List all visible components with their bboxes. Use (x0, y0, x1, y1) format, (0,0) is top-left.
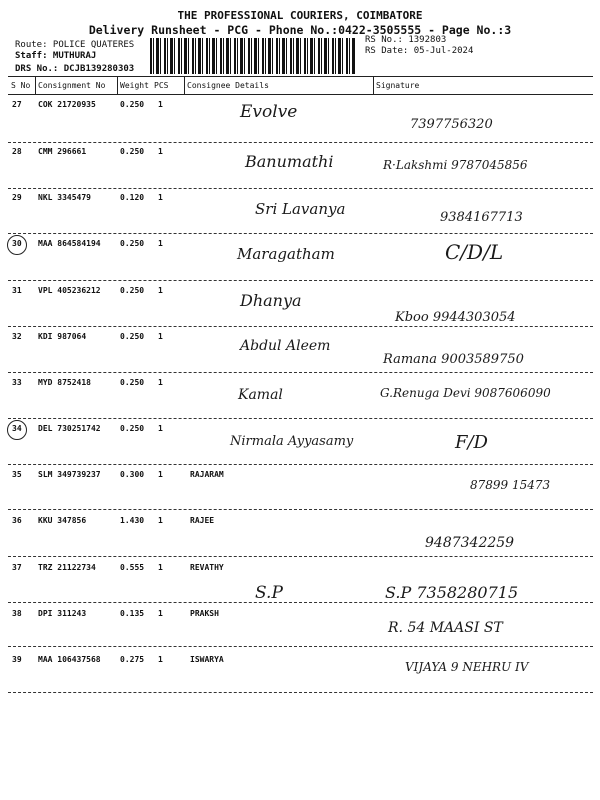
row-weight: 0.300 (120, 470, 145, 479)
signature-scrawl: S.P 7358280715 (385, 583, 519, 602)
rs-date: RS Date: 05-Jul-2024 (365, 46, 474, 56)
row-separator (8, 233, 593, 234)
signature-scrawl: Ramana 9003589750 (383, 352, 524, 367)
col-header-weight: Weight (120, 81, 149, 90)
row-separator (8, 646, 593, 647)
consignee-handwritten: Banumathi (245, 152, 334, 171)
row-consignment: MAA 106437568 (38, 655, 101, 664)
drs-number: DRS No.: DCJB139280303 (15, 64, 135, 74)
row-sno: 27 (12, 100, 22, 109)
signature-scrawl: 7397756320 (410, 117, 493, 132)
consignee-handwritten: Sri Lavanya (255, 200, 346, 218)
row-consignment: NKL 3345479 (38, 193, 91, 202)
column-divider (117, 77, 118, 95)
row-separator (8, 142, 593, 143)
row-consignment: CMM 296661 (38, 147, 87, 156)
header-bottom-rule (8, 94, 593, 95)
row-separator (8, 464, 593, 465)
row-pcs: 1 (158, 239, 163, 248)
route-label: Route: POLICE QUATERES (15, 40, 135, 50)
row-weight: 0.250 (120, 378, 145, 387)
row-sno: 39 (12, 655, 22, 664)
row-consignee-printed: PRAKSH (190, 609, 219, 618)
col-header-consignment: Consignment No (38, 81, 106, 90)
row-separator (8, 418, 593, 419)
row-consignee-printed: RAJARAM (190, 470, 224, 479)
row-pcs: 1 (158, 609, 163, 618)
consignee-handwritten: Nirmala Ayyasamy (230, 434, 354, 449)
consignee-handwritten: Kamal (238, 387, 283, 403)
row-weight: 0.250 (120, 100, 145, 109)
signature-scrawl: 9384167713 (440, 210, 523, 225)
row-sno: 33 (12, 378, 22, 387)
col-header-pcs: PCS (154, 81, 169, 90)
row-pcs: 1 (158, 100, 163, 109)
row-separator (8, 188, 593, 189)
header-top-rule (8, 76, 593, 77)
row-consignment: SLM 349739237 (38, 470, 101, 479)
row-pcs: 1 (158, 516, 163, 525)
consignee-handwritten: Dhanya (240, 291, 302, 310)
consignee-handwritten: Evolve (240, 102, 298, 122)
column-divider (184, 77, 185, 95)
row-sno: 29 (12, 193, 22, 202)
row-pcs: 1 (158, 193, 163, 202)
row-pcs: 1 (158, 655, 163, 664)
col-header-signature: Signature (376, 81, 420, 90)
row-consignee-printed: RAJEE (190, 516, 215, 525)
row-consignment: VPL 405236212 (38, 286, 101, 295)
signature-scrawl: R·Lakshmi 9787045856 (383, 158, 528, 172)
signature-scrawl: C/D/L (445, 240, 504, 264)
row-weight: 0.555 (120, 563, 145, 572)
row-sno: 36 (12, 516, 22, 525)
row-separator (8, 280, 593, 281)
row-separator (8, 602, 593, 603)
col-header-sno: S No (11, 81, 31, 90)
row-weight: 0.250 (120, 239, 145, 248)
row-pcs: 1 (158, 378, 163, 387)
consignee-handwritten: Maragatham (237, 245, 335, 263)
row-weight: 0.250 (120, 332, 145, 341)
row-separator (8, 692, 593, 693)
row-consignment: DPI 311243 (38, 609, 87, 618)
row-pcs: 1 (158, 563, 163, 572)
row-consignment: MAA 864584194 (38, 239, 101, 248)
row-consignment: DEL 730251742 (38, 424, 101, 433)
row-consignment: KKU 347856 (38, 516, 87, 525)
company-title: THE PROFESSIONAL COURIERS, COIMBATORE (177, 9, 423, 22)
row-pcs: 1 (158, 147, 163, 156)
row-pcs: 1 (158, 470, 163, 479)
row-sno: 38 (12, 609, 22, 618)
row-separator (8, 326, 593, 327)
row-weight: 0.135 (120, 609, 145, 618)
row-weight: 1.430 (120, 516, 145, 525)
row-pcs: 1 (158, 286, 163, 295)
row-sno: 28 (12, 147, 22, 156)
row-weight: 0.250 (120, 286, 145, 295)
row-separator (8, 372, 593, 373)
barcode-image (150, 38, 355, 74)
signature-scrawl: R. 54 MAASI ST (388, 620, 503, 636)
row-consignment: MYD 8752418 (38, 378, 91, 387)
staff-label: Staff: MUTHURAJ (15, 51, 97, 61)
row-separator (8, 509, 593, 510)
consignee-handwritten: S.P (255, 583, 283, 603)
signature-scrawl: Kboo 9944303054 (395, 310, 516, 325)
row-consignee-printed: REVATHY (190, 563, 224, 572)
row-weight: 0.250 (120, 424, 145, 433)
row-consignment: COK 21720935 (38, 100, 96, 109)
column-divider (373, 77, 374, 95)
row-weight: 0.120 (120, 193, 145, 202)
row-weight: 0.275 (120, 655, 145, 664)
consignee-handwritten: Abdul Aleem (240, 338, 331, 354)
signature-scrawl: 9487342259 (425, 535, 515, 551)
signature-scrawl: VIJAYA 9 NEHRU IV (405, 660, 529, 674)
row-sno: 34 (12, 424, 22, 433)
col-header-consignee: Consignee Details (187, 81, 269, 90)
row-sno: 30 (12, 239, 22, 248)
row-consignment: TRZ 21122734 (38, 563, 96, 572)
row-pcs: 1 (158, 424, 163, 433)
column-divider (35, 77, 36, 95)
row-consignee-printed: ISWARYA (190, 655, 224, 664)
row-sno: 37 (12, 563, 22, 572)
signature-scrawl: 87899 15473 (470, 478, 551, 492)
row-consignment: KDI 987064 (38, 332, 87, 341)
row-pcs: 1 (158, 332, 163, 341)
row-sno: 32 (12, 332, 22, 341)
row-separator (8, 556, 593, 557)
rs-number: RS No.: 1392803 (365, 35, 447, 45)
runsheet-subtitle: Delivery Runsheet - PCG - Phone No.:0422-3505555 - Page No.:3 (88, 23, 512, 37)
signature-scrawl: F/D (455, 432, 488, 453)
row-sno: 35 (12, 470, 22, 479)
row-sno: 31 (12, 286, 22, 295)
signature-scrawl: G.Renuga Devi 9087606090 (380, 386, 551, 400)
row-weight: 0.250 (120, 147, 145, 156)
